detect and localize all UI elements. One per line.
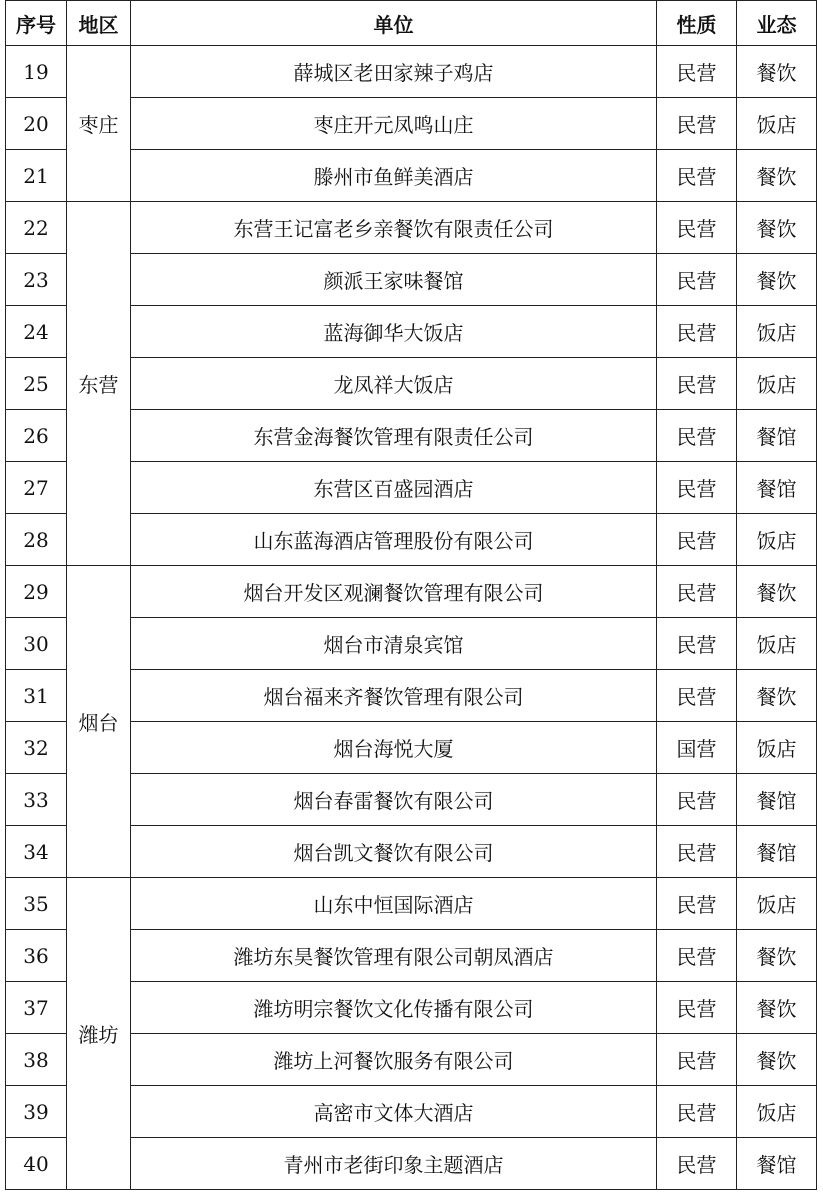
- table-row: [6, 878, 817, 930]
- business-type: 饭店: [737, 358, 817, 410]
- unit-name: 烟台福来齐餐饮管理有限公司: [131, 670, 657, 722]
- row-index: 34: [6, 826, 67, 878]
- business-type: 饭店: [737, 878, 817, 930]
- unit-name: 枣庄开元凤鸣山庄: [131, 98, 657, 150]
- unit-name: 高密市文体大酒店: [131, 1086, 657, 1138]
- row-index: 20: [6, 98, 67, 150]
- header-index: 序号: [6, 1, 67, 46]
- ownership-nature: 民营: [657, 1034, 737, 1086]
- business-type: 餐饮: [737, 1034, 817, 1086]
- business-type: 餐饮: [737, 982, 817, 1034]
- unit-name: 东营王记富老乡亲餐饮有限责任公司: [131, 202, 657, 254]
- unit-name: 山东中恒国际酒店: [131, 878, 657, 930]
- unit-name: 烟台市清泉宾馆: [131, 618, 657, 670]
- row-index: 29: [6, 566, 67, 618]
- unit-name: 东营金海餐饮管理有限责任公司: [131, 410, 657, 462]
- ownership-nature: 民营: [657, 150, 737, 202]
- row-index: 35: [6, 878, 67, 930]
- unit-name: 烟台凯文餐饮有限公司: [131, 826, 657, 878]
- ownership-nature: 民营: [657, 306, 737, 358]
- unit-name: 潍坊明宗餐饮文化传播有限公司: [131, 982, 657, 1034]
- unit-name: 山东蓝海酒店管理股份有限公司: [131, 514, 657, 566]
- row-index: 24: [6, 306, 67, 358]
- unit-name: 烟台海悦大厦: [131, 722, 657, 774]
- business-type: 餐馆: [737, 462, 817, 514]
- row-index: 23: [6, 254, 67, 306]
- unit-name: 潍坊东昊餐饮管理有限公司朝凤酒店: [131, 930, 657, 982]
- unit-name: 东营区百盛园酒店: [131, 462, 657, 514]
- row-index: 26: [6, 410, 67, 462]
- ownership-nature: 民营: [657, 46, 737, 98]
- table-row: [6, 566, 817, 618]
- business-type: 餐馆: [737, 1138, 817, 1190]
- business-type: 餐饮: [737, 254, 817, 306]
- ownership-nature: 民营: [657, 878, 737, 930]
- ownership-nature: 民营: [657, 462, 737, 514]
- business-type: 饭店: [737, 98, 817, 150]
- unit-name: 潍坊上河餐饮服务有限公司: [131, 1034, 657, 1086]
- ownership-nature: 民营: [657, 1086, 737, 1138]
- business-type: 饭店: [737, 306, 817, 358]
- unit-name: 烟台开发区观澜餐饮管理有限公司: [131, 566, 657, 618]
- header-unit: 单位: [131, 1, 657, 46]
- unit-name: 蓝海御华大饭店: [131, 306, 657, 358]
- unit-name: 龙凤祥大饭店: [131, 358, 657, 410]
- ownership-nature: 民营: [657, 826, 737, 878]
- table-row: [6, 46, 817, 98]
- business-type: 餐馆: [737, 410, 817, 462]
- unit-name: 薛城区老田家辣子鸡店: [131, 46, 657, 98]
- ownership-nature: 民营: [657, 202, 737, 254]
- table-row: [6, 202, 817, 254]
- ownership-nature: 国营: [657, 722, 737, 774]
- row-index: 28: [6, 514, 67, 566]
- row-index: 22: [6, 202, 67, 254]
- region-cell: 烟台: [67, 566, 131, 878]
- ownership-nature: 民营: [657, 410, 737, 462]
- ownership-nature: 民营: [657, 358, 737, 410]
- unit-name: 青州市老街印象主题酒店: [131, 1138, 657, 1190]
- row-index: 40: [6, 1138, 67, 1190]
- region-cell: 潍坊: [67, 878, 131, 1190]
- business-type: 餐馆: [737, 774, 817, 826]
- row-index: 25: [6, 358, 67, 410]
- business-type: 餐馆: [737, 826, 817, 878]
- unit-name: 滕州市鱼鲜美酒店: [131, 150, 657, 202]
- row-index: 33: [6, 774, 67, 826]
- row-index: 39: [6, 1086, 67, 1138]
- restaurant-list-table: [5, 0, 817, 1190]
- business-type: 餐饮: [737, 202, 817, 254]
- region-cell: 东营: [67, 202, 131, 566]
- header-nature: 性质: [657, 1, 737, 46]
- row-index: 27: [6, 462, 67, 514]
- business-type: 餐饮: [737, 150, 817, 202]
- ownership-nature: 民营: [657, 1138, 737, 1190]
- row-index: 36: [6, 930, 67, 982]
- business-type: 饭店: [737, 514, 817, 566]
- ownership-nature: 民营: [657, 98, 737, 150]
- table-header: [6, 1, 817, 46]
- ownership-nature: 民营: [657, 254, 737, 306]
- row-index: 19: [6, 46, 67, 98]
- ownership-nature: 民营: [657, 774, 737, 826]
- row-index: 37: [6, 982, 67, 1034]
- ownership-nature: 民营: [657, 618, 737, 670]
- header-row: [6, 1, 817, 46]
- business-type: 饭店: [737, 618, 817, 670]
- row-index: 30: [6, 618, 67, 670]
- ownership-nature: 民营: [657, 670, 737, 722]
- row-index: 31: [6, 670, 67, 722]
- business-type: 饭店: [737, 1086, 817, 1138]
- unit-name: 烟台春雷餐饮有限公司: [131, 774, 657, 826]
- business-type: 餐饮: [737, 46, 817, 98]
- ownership-nature: 民营: [657, 566, 737, 618]
- ownership-nature: 民营: [657, 514, 737, 566]
- business-type: 餐饮: [737, 670, 817, 722]
- business-type: 餐饮: [737, 930, 817, 982]
- row-index: 38: [6, 1034, 67, 1086]
- header-business-type: 业态: [737, 1, 817, 46]
- header-region: 地区: [67, 1, 131, 46]
- row-index: 21: [6, 150, 67, 202]
- table-body: [6, 46, 817, 1190]
- row-index: 32: [6, 722, 67, 774]
- unit-name: 颜派王家味餐馆: [131, 254, 657, 306]
- business-type: 饭店: [737, 722, 817, 774]
- region-cell: 枣庄: [67, 46, 131, 202]
- ownership-nature: 民营: [657, 982, 737, 1034]
- ownership-nature: 民营: [657, 930, 737, 982]
- business-type: 餐饮: [737, 566, 817, 618]
